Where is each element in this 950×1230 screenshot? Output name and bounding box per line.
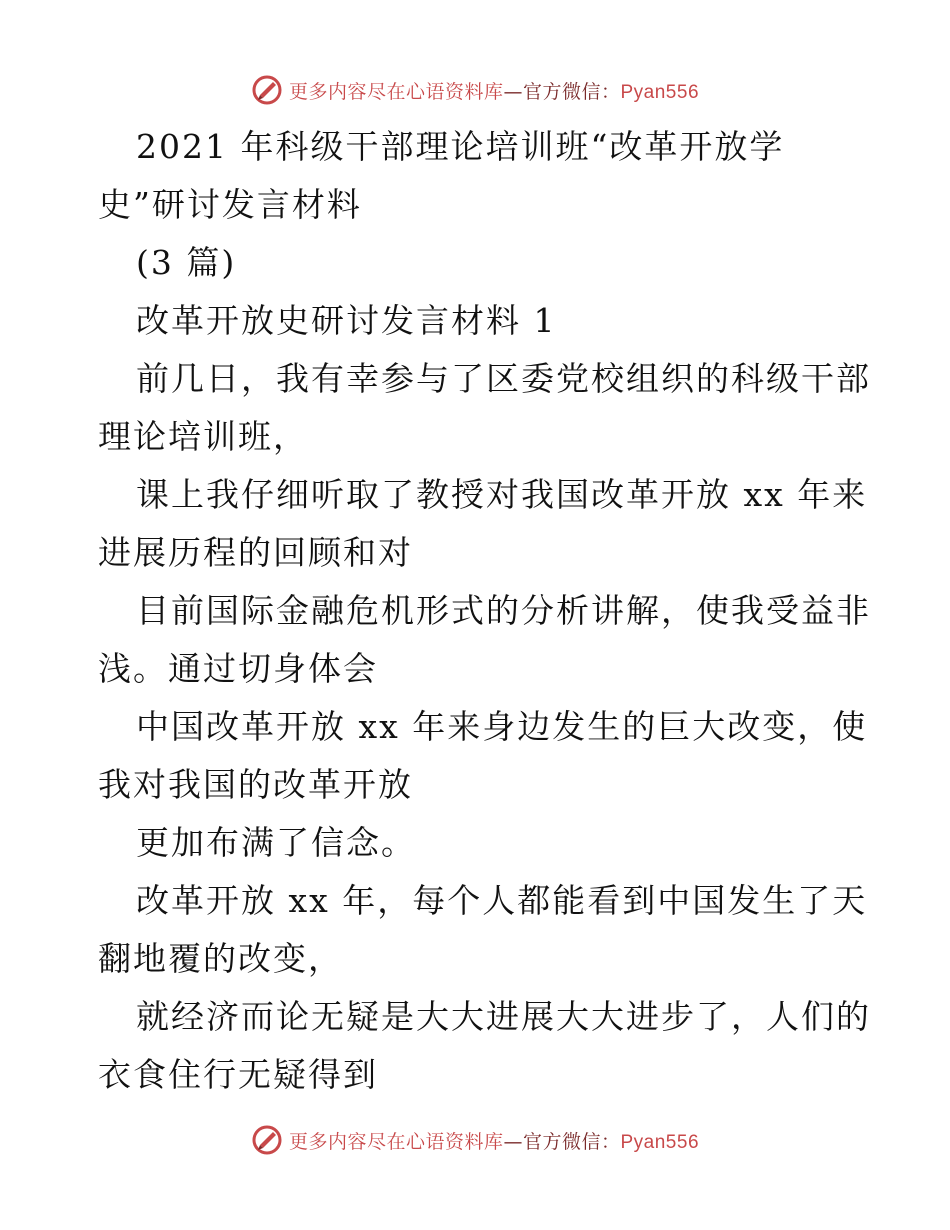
paragraph-line: 翻地覆的改变，: [98, 939, 343, 978]
logo-icon: [251, 1124, 283, 1156]
paragraph-line: 进展历程的回顾和对: [98, 533, 413, 572]
paragraph-line: 中国改革开放 xx 年来身边发生的巨大改变，使: [136, 707, 868, 746]
title-line-2: 史”研讨发言材料: [98, 185, 362, 224]
watermark-header: [0, 70, 950, 110]
title-line-1: 2021 年科级干部理论培训班“改革开放学: [136, 127, 785, 166]
paragraph-line: 浅。通过切身体会: [98, 649, 378, 688]
paragraph-line: 前几日，我有幸参与了区委党校组织的科级干部: [136, 359, 871, 398]
subtitle-count: (3 篇): [136, 243, 237, 282]
paragraph-line: 我对我国的改革开放: [98, 765, 413, 804]
paragraph-line: 就经济而论无疑是大大进展大大进步了，人们的: [136, 997, 871, 1036]
watermark-footer: [0, 1120, 950, 1160]
watermark-text: 更多内容尽在心语资料库—官方微信：Pyan556: [288, 1130, 700, 1153]
watermark-text: 更多内容尽在心语资料库—官方微信：Pyan556: [288, 80, 700, 103]
paragraph-line: 衣食住行无疑得到: [98, 1055, 378, 1094]
logo-icon: [251, 74, 283, 106]
section-heading: 改革开放史研讨发言材料 1: [136, 301, 557, 340]
paragraph-line: 目前国际金融危机形式的分析讲解，使我受益非: [136, 591, 871, 630]
paragraph-line: 理论培训班，: [98, 417, 308, 456]
paragraph-line: 更加布满了信念。: [136, 823, 416, 862]
paragraph-line: 改革开放 xx 年，每个人都能看到中国发生了天: [136, 881, 868, 920]
document-body: [98, 118, 871, 1104]
paragraph-line: 课上我仔细听取了教授对我国改革开放 xx 年来: [136, 475, 868, 514]
